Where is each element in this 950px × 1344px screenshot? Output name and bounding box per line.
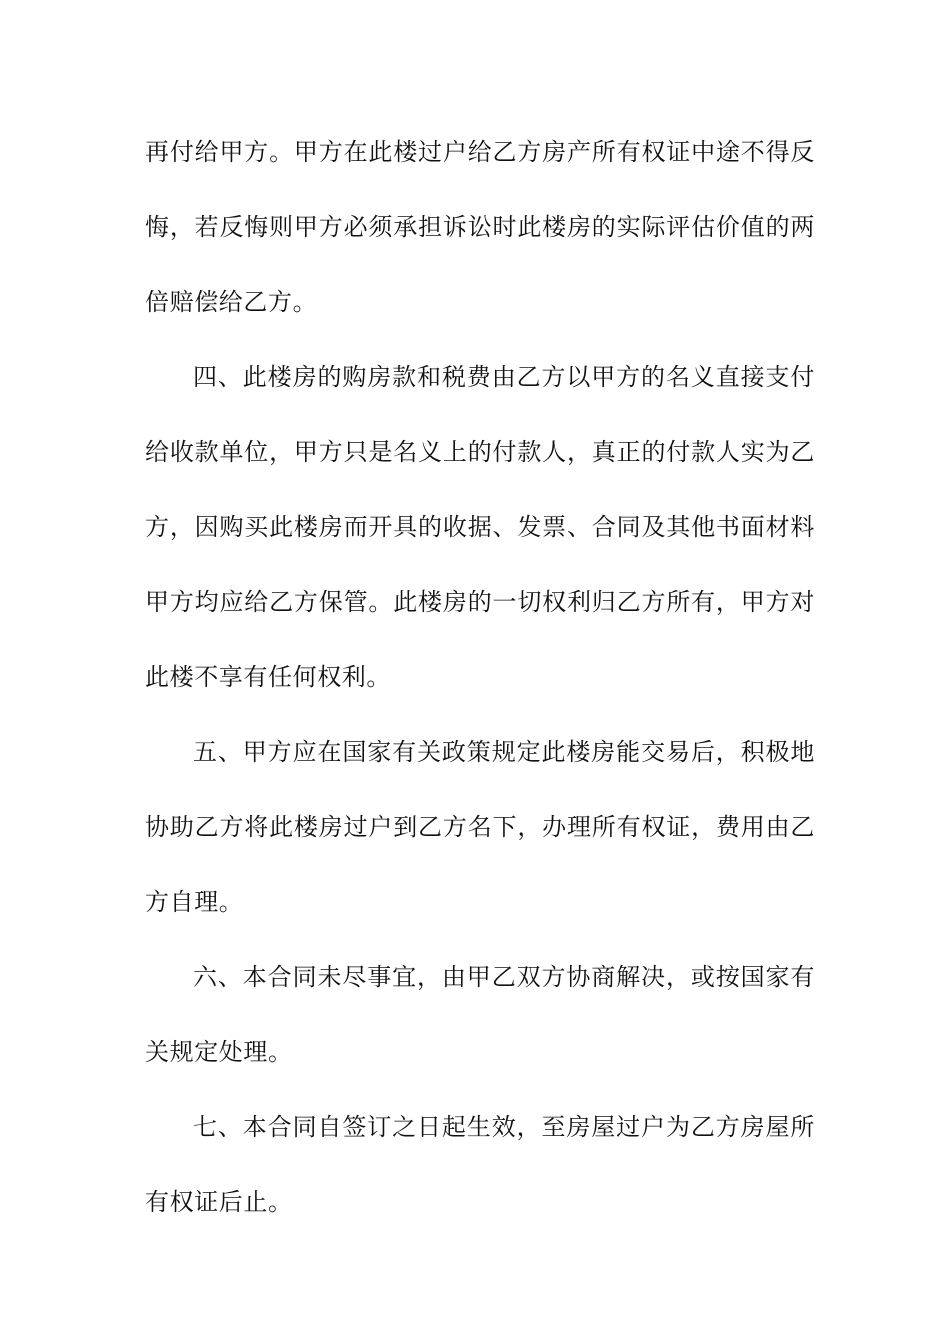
text-line: 方自理。 [145, 888, 244, 916]
text-line: 关规定处理。 [145, 1038, 293, 1066]
paragraph-7-first-line: 七、本合同自签订之日起生效，至房屋过户为乙方房屋所 [193, 1113, 815, 1141]
text-line: 协助乙方将此楼房过户到乙方名下，办理所有权证，费用由乙 [145, 813, 815, 841]
text-line: 倍赔偿给乙方。 [145, 288, 318, 316]
text-line: 悔，若反悔则甲方必须承担诉讼时此楼房的实际评估价值的两 [145, 213, 815, 241]
text-line: 甲方均应给乙方保管。此楼房的一切权利归乙方所有，甲方对 [145, 588, 815, 616]
paragraph-4-first-line: 四、此楼房的购房款和税费由乙方以甲方的名义直接支付 [193, 363, 815, 391]
text-line: 方，因购买此楼房而开具的收据、发票、合同及其他书面材料 [145, 513, 815, 541]
text-line: 再付给甲方。甲方在此楼过户给乙方房产所有权证中途不得反 [145, 138, 815, 166]
text-line: 给收款单位，甲方只是名义上的付款人，真正的付款人实为乙 [145, 438, 815, 466]
text-line: 此楼不享有任何权利。 [145, 663, 391, 691]
text-line: 有权证后止。 [145, 1188, 293, 1216]
paragraph-5-first-line: 五、甲方应在国家有关政策规定此楼房能交易后，积极地 [193, 738, 815, 766]
paragraph-6-first-line: 六、本合同未尽事宜，由甲乙双方协商解决，或按国家有 [193, 963, 815, 991]
